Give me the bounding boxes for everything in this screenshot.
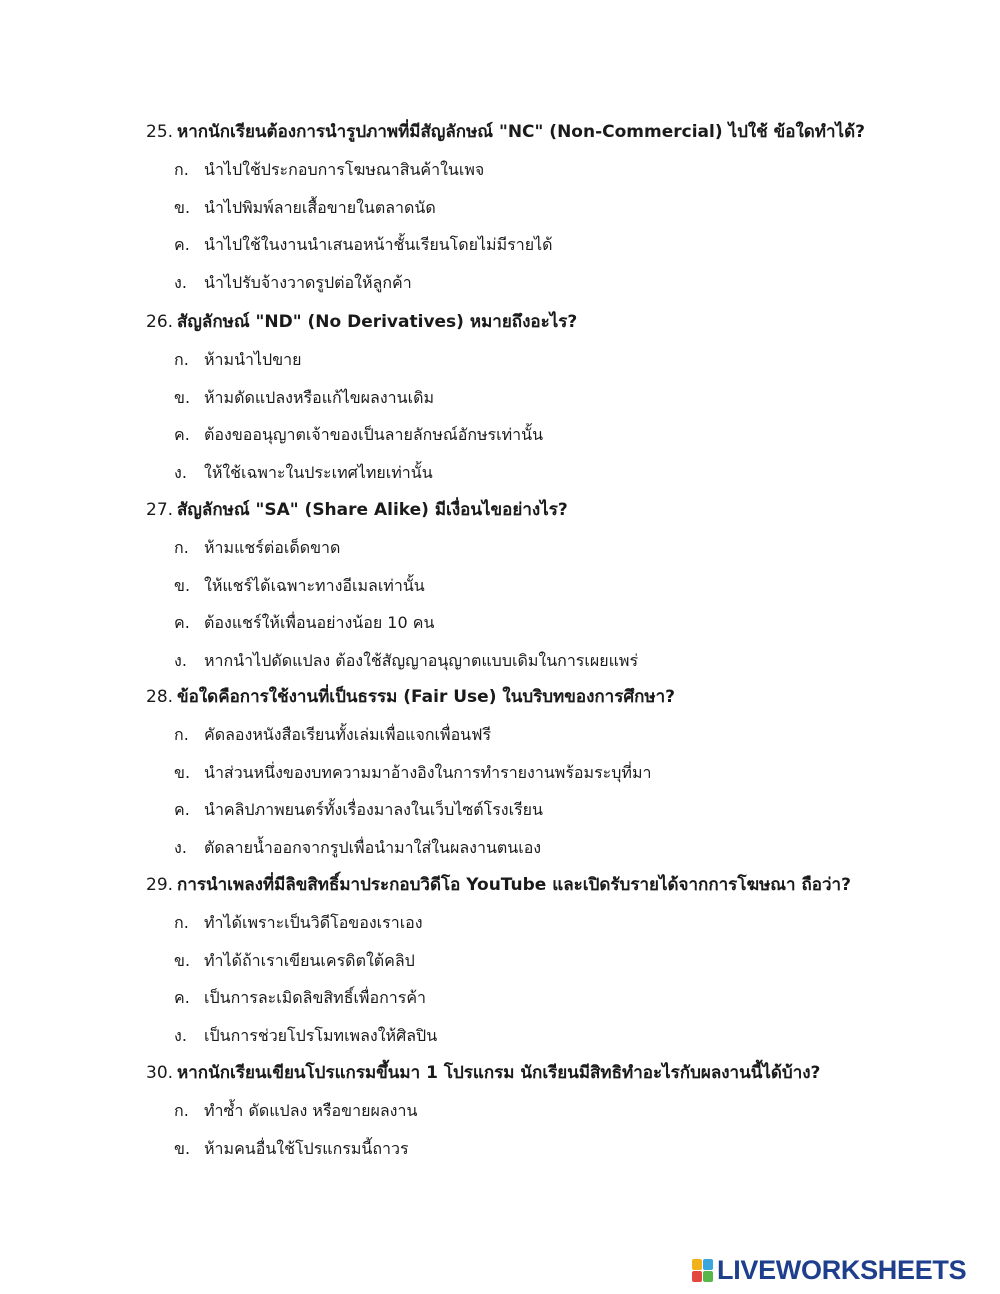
option-text: ตัดลายน้ำออกจากรูปเพื่อนำมาใส่ในผลงานตนเอง xyxy=(204,837,542,857)
liveworksheets-logo xyxy=(692,1255,966,1285)
answer-option[interactable] xyxy=(174,1136,409,1162)
option-letter: ข. xyxy=(174,1138,191,1158)
option-letter: ง. xyxy=(174,650,187,670)
question-text: ข้อใดคือการใช้งานที่เป็นธรรม (Fair Use) ในบริบทของการศึกษา? xyxy=(177,687,676,707)
option-letter: ก. xyxy=(174,160,189,179)
option-text: นำไปรับจ้างวาดรูปต่อให้ลูกค้า xyxy=(204,272,412,292)
option-letter: ข. xyxy=(174,950,191,970)
question-number: 28. xyxy=(146,687,174,707)
question-text: สัญลักษณ์ "SA" (Share Alike) มีเงื่อนไขอย่างไร? xyxy=(177,500,568,520)
answer-option[interactable] xyxy=(174,535,340,561)
question-number: 29. xyxy=(146,875,174,895)
question-26 xyxy=(146,309,577,335)
option-letter: ก. xyxy=(174,1101,189,1120)
option-letter: ก. xyxy=(174,913,189,932)
question-text: สัญลักษณ์ "ND" (No Derivatives) หมายถึงอะไร? xyxy=(177,312,578,332)
question-29 xyxy=(146,872,851,898)
question-28 xyxy=(146,684,675,710)
option-text: นำไปพิมพ์ลายเสื้อขายในตลาดนัด xyxy=(204,197,436,217)
answer-option[interactable] xyxy=(174,610,434,636)
option-text: ต้องแชร์ให้เพื่อนอย่างน้อย 10 คน xyxy=(204,613,435,632)
liveworksheets-logo-mark-icon xyxy=(692,1259,713,1282)
answer-option[interactable] xyxy=(174,722,491,748)
question-27 xyxy=(146,497,568,523)
answer-option[interactable] xyxy=(174,835,541,861)
answer-option[interactable] xyxy=(174,948,415,974)
answer-option[interactable] xyxy=(174,460,433,486)
answer-option[interactable] xyxy=(174,797,543,823)
option-text: เป็นการช่วยโปรโมทเพลงให้ศิลปิน xyxy=(204,1025,438,1045)
answer-option[interactable] xyxy=(174,422,543,448)
question-25 xyxy=(146,119,865,145)
option-letter: ค. xyxy=(174,425,190,444)
option-text: นำคลิปภาพยนตร์ทั้งเรื่องมาลงในเว็บไซต์โรงเรียน xyxy=(204,800,543,819)
option-text: คัดลองหนังสือเรียนทั้งเล่มเพื่อแจกเพื่อนฟรี xyxy=(204,725,492,744)
logo-text: LIVEWORKSHEETS xyxy=(717,1254,967,1285)
answer-option[interactable] xyxy=(174,648,638,674)
answer-option[interactable] xyxy=(174,347,302,373)
question-number: 30. xyxy=(146,1063,174,1083)
question-text: หากนักเรียนเขียนโปรแกรมขึ้นมา 1 โปรแกรม นักเรียนมีสิทธิทำอะไรกับผลงานนี้ได้บ้าง? xyxy=(177,1063,821,1083)
option-letter: ง. xyxy=(174,1025,187,1045)
answer-option[interactable] xyxy=(174,385,434,411)
option-text: นำไปใช้ประกอบการโฆษณาสินค้าในเพจ xyxy=(204,160,485,179)
option-text: ให้ใช้เฉพาะในประเทศไทยเท่านั้น xyxy=(204,462,433,482)
answer-option[interactable] xyxy=(174,195,436,221)
option-text: นำส่วนหนึ่งของบทความมาอ้างอิงในการทำรายงานพร้อมระบุที่มา xyxy=(204,762,652,782)
option-letter: ค. xyxy=(174,613,190,632)
option-letter: ง. xyxy=(174,272,187,292)
question-text: หากนักเรียนต้องการนำรูปภาพที่มีสัญลักษณ์ "NC" (Non-Commercial) ไปใช้ ข้อใดทำได้? xyxy=(177,122,866,142)
option-text: ต้องขออนุญาตเจ้าของเป็นลายลักษณ์อักษรเท่านั้น xyxy=(204,425,544,444)
question-30 xyxy=(146,1060,820,1086)
option-letter: ก. xyxy=(174,725,189,744)
option-text: ทำได้เพราะเป็นวิดีโอของเราเอง xyxy=(204,913,423,932)
option-text: ให้แชร์ได้เฉพาะทางอีเมลเท่านั้น xyxy=(204,575,425,595)
option-text: ทำได้ถ้าเราเขียนเครดิตใต้คลิป xyxy=(204,950,415,970)
answer-option[interactable] xyxy=(174,760,652,786)
option-text: ทำซ้ำ ดัดแปลง หรือขายผลงาน xyxy=(204,1101,418,1120)
option-letter: ข. xyxy=(174,197,191,217)
option-letter: ก. xyxy=(174,350,189,369)
answer-option[interactable] xyxy=(174,985,426,1011)
answer-option[interactable] xyxy=(174,910,423,936)
answer-option[interactable] xyxy=(174,573,425,599)
answer-option[interactable] xyxy=(174,232,553,258)
option-text: ห้ามดัดแปลงหรือแก้ไขผลงานเดิม xyxy=(204,387,434,407)
option-letter: ง. xyxy=(174,837,187,857)
question-number: 27. xyxy=(146,500,174,520)
answer-option[interactable] xyxy=(174,270,412,296)
answer-option[interactable] xyxy=(174,1098,417,1124)
answer-option[interactable] xyxy=(174,1023,437,1049)
option-letter: ข. xyxy=(174,575,191,595)
option-letter: ค. xyxy=(174,988,190,1007)
option-text: ห้ามนำไปขาย xyxy=(204,350,302,369)
option-letter: ค. xyxy=(174,800,190,819)
option-letter: ข. xyxy=(174,762,191,782)
question-number: 26. xyxy=(146,312,174,332)
option-text: เป็นการละเมิดลิขสิทธิ์เพื่อการค้า xyxy=(204,988,427,1007)
option-letter: ข. xyxy=(174,387,191,407)
question-text: การนำเพลงที่มีลิขสิทธิ์มาประกอบวิดีโอ YouTube และเปิดรับรายได้จากการโฆษณา ถือว่า? xyxy=(177,875,851,895)
option-text: นำไปใช้ในงานนำเสนอหน้าชั้นเรียนโดยไม่มีรายได้ xyxy=(204,235,553,254)
option-text: หากนำไปดัดแปลง ต้องใช้สัญญาอนุญาตแบบเดิมในการเผยแพร่ xyxy=(204,650,639,670)
answer-option[interactable] xyxy=(174,157,484,183)
option-text: ห้ามคนอื่นใช้โปรแกรมนี้ถาวร xyxy=(204,1138,409,1158)
question-number: 25. xyxy=(146,122,174,142)
option-letter: ก. xyxy=(174,538,189,557)
option-letter: ง. xyxy=(174,462,187,482)
option-text: ห้ามแชร์ต่อเด็ดขาด xyxy=(204,538,341,557)
option-letter: ค. xyxy=(174,235,190,254)
